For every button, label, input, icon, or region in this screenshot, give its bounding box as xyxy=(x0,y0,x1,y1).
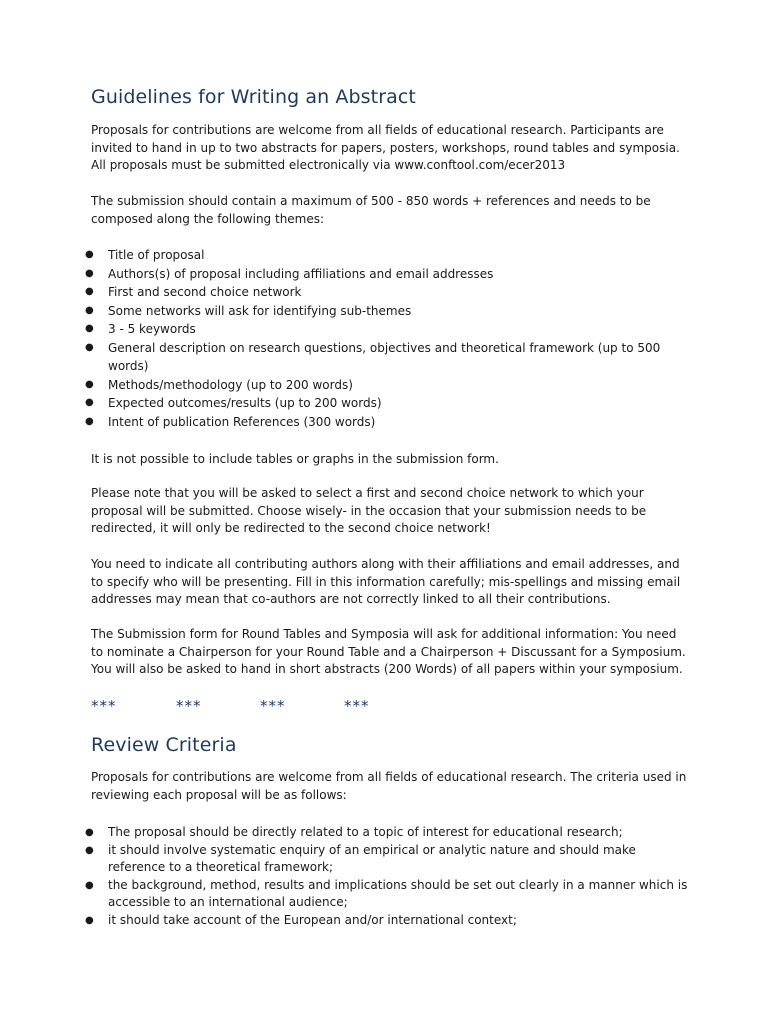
review-intro-paragraph: Proposals for contributions are welcome from all fields of educational research. The criteria used in reviewing each proposal will be as follows: xyxy=(91,770,687,802)
bullet-icon: ● xyxy=(85,415,94,427)
list-item-text: it should take account of the European and/or international context; xyxy=(108,912,517,927)
list-item-text: General description on research questions, objectives and theoretical framework (up to 500 words) xyxy=(108,340,661,373)
list-item xyxy=(0,376,688,395)
guidelines-intro-paragraph: Proposals for contributions are welcome from all fields of educational research. Participants are invited to hand in up to two abstracts for papers, posters, workshops, round tables and symposia. All proposals must be submitted electronically via www.conftool.com/ecer2013 xyxy=(91,123,680,173)
list-item-text: Expected outcomes/results (up to 200 words) xyxy=(108,396,382,410)
list-item-text: First and second choice network xyxy=(108,285,302,299)
list-item xyxy=(0,912,688,930)
list-item-text: Title of proposal xyxy=(108,248,205,262)
separator-stars: *** xyxy=(176,697,202,715)
list-item xyxy=(0,246,688,265)
list-item-text: Authors(s) of proposal including affiliations and email addresses xyxy=(108,266,494,281)
list-item xyxy=(0,413,688,432)
authors-note-paragraph: You need to indicate all contributing authors along with their affiliations and email addresses, and to specify who will be presenting. Fill in this information carefully; mis-spellings and missing email addresses may mean that co-authors are not correctly linked to all their contributions. xyxy=(91,557,681,607)
no-tables-paragraph: It is not possible to include tables or graphs in the submission form. xyxy=(91,452,499,466)
bullet-icon: ● xyxy=(85,378,94,390)
list-item xyxy=(0,842,688,877)
separator-stars: *** xyxy=(344,697,370,715)
bullet-icon: ● xyxy=(85,286,94,297)
submission-paragraph: The submission should contain a maximum of 500 - 850 words + references and needs to be composed along the following themes: xyxy=(91,194,651,226)
section-separator xyxy=(0,697,768,717)
bullet-icon: ● xyxy=(85,249,94,260)
bullet-icon: ● xyxy=(85,879,94,891)
list-item xyxy=(0,302,688,321)
list-item xyxy=(0,877,688,912)
list-item-text: Intent of publication References (300 words) xyxy=(108,414,376,429)
bullet-icon: ● xyxy=(85,914,94,926)
list-item-text: the background, method, results and implications should be set out clearly in a manner which is accessible to an international audience; xyxy=(108,877,688,910)
list-item-text: Some networks will ask for identifying sub-themes xyxy=(108,303,412,318)
network-note-paragraph: Please note that you will be asked to select a first and second choice network to which your proposal will be submitted. Choose wisely- in the occasion that your submission needs to be redirected, it will only be redirected to the second choice network! xyxy=(91,486,647,536)
list-item-text: 3 - 5 keywords xyxy=(108,322,196,336)
bullet-icon: ● xyxy=(85,341,94,353)
bullet-icon: ● xyxy=(85,267,94,279)
bullet-icon: ● xyxy=(85,323,94,334)
list-item xyxy=(0,320,688,339)
list-item xyxy=(0,265,688,284)
section-title-review-criteria: Review Criteria xyxy=(91,734,237,756)
bullet-icon: ● xyxy=(85,844,94,856)
list-item-text: Methods/methodology (up to 200 words) xyxy=(108,377,353,392)
separator-stars: *** xyxy=(91,697,117,715)
list-item xyxy=(0,339,688,376)
list-item xyxy=(0,394,688,413)
themes-list xyxy=(0,246,688,431)
list-item-text: it should involve systematic enquiry of an empirical or analytic nature and should make reference to a theoretical framework; xyxy=(108,842,636,875)
roundtable-note-paragraph: The Submission form for Round Tables and Symposia will ask for additional information: You need to nominate a Chairperson for your Round Table and a Chairperson + Discussant for a Symposium. You will also be asked to hand in short abstracts (200 Words) of all papers within your symposium. xyxy=(91,627,686,677)
separator-stars: *** xyxy=(260,697,286,715)
bullet-icon: ● xyxy=(85,397,94,408)
list-item-text: The proposal should be directly related to a topic of interest for educational research; xyxy=(108,825,623,839)
list-item xyxy=(0,283,688,302)
section-title-guidelines: Guidelines for Writing an Abstract xyxy=(91,86,416,108)
bullet-icon: ● xyxy=(85,304,94,316)
criteria-list xyxy=(0,824,688,930)
list-item xyxy=(0,824,688,842)
bullet-icon: ● xyxy=(85,827,94,838)
